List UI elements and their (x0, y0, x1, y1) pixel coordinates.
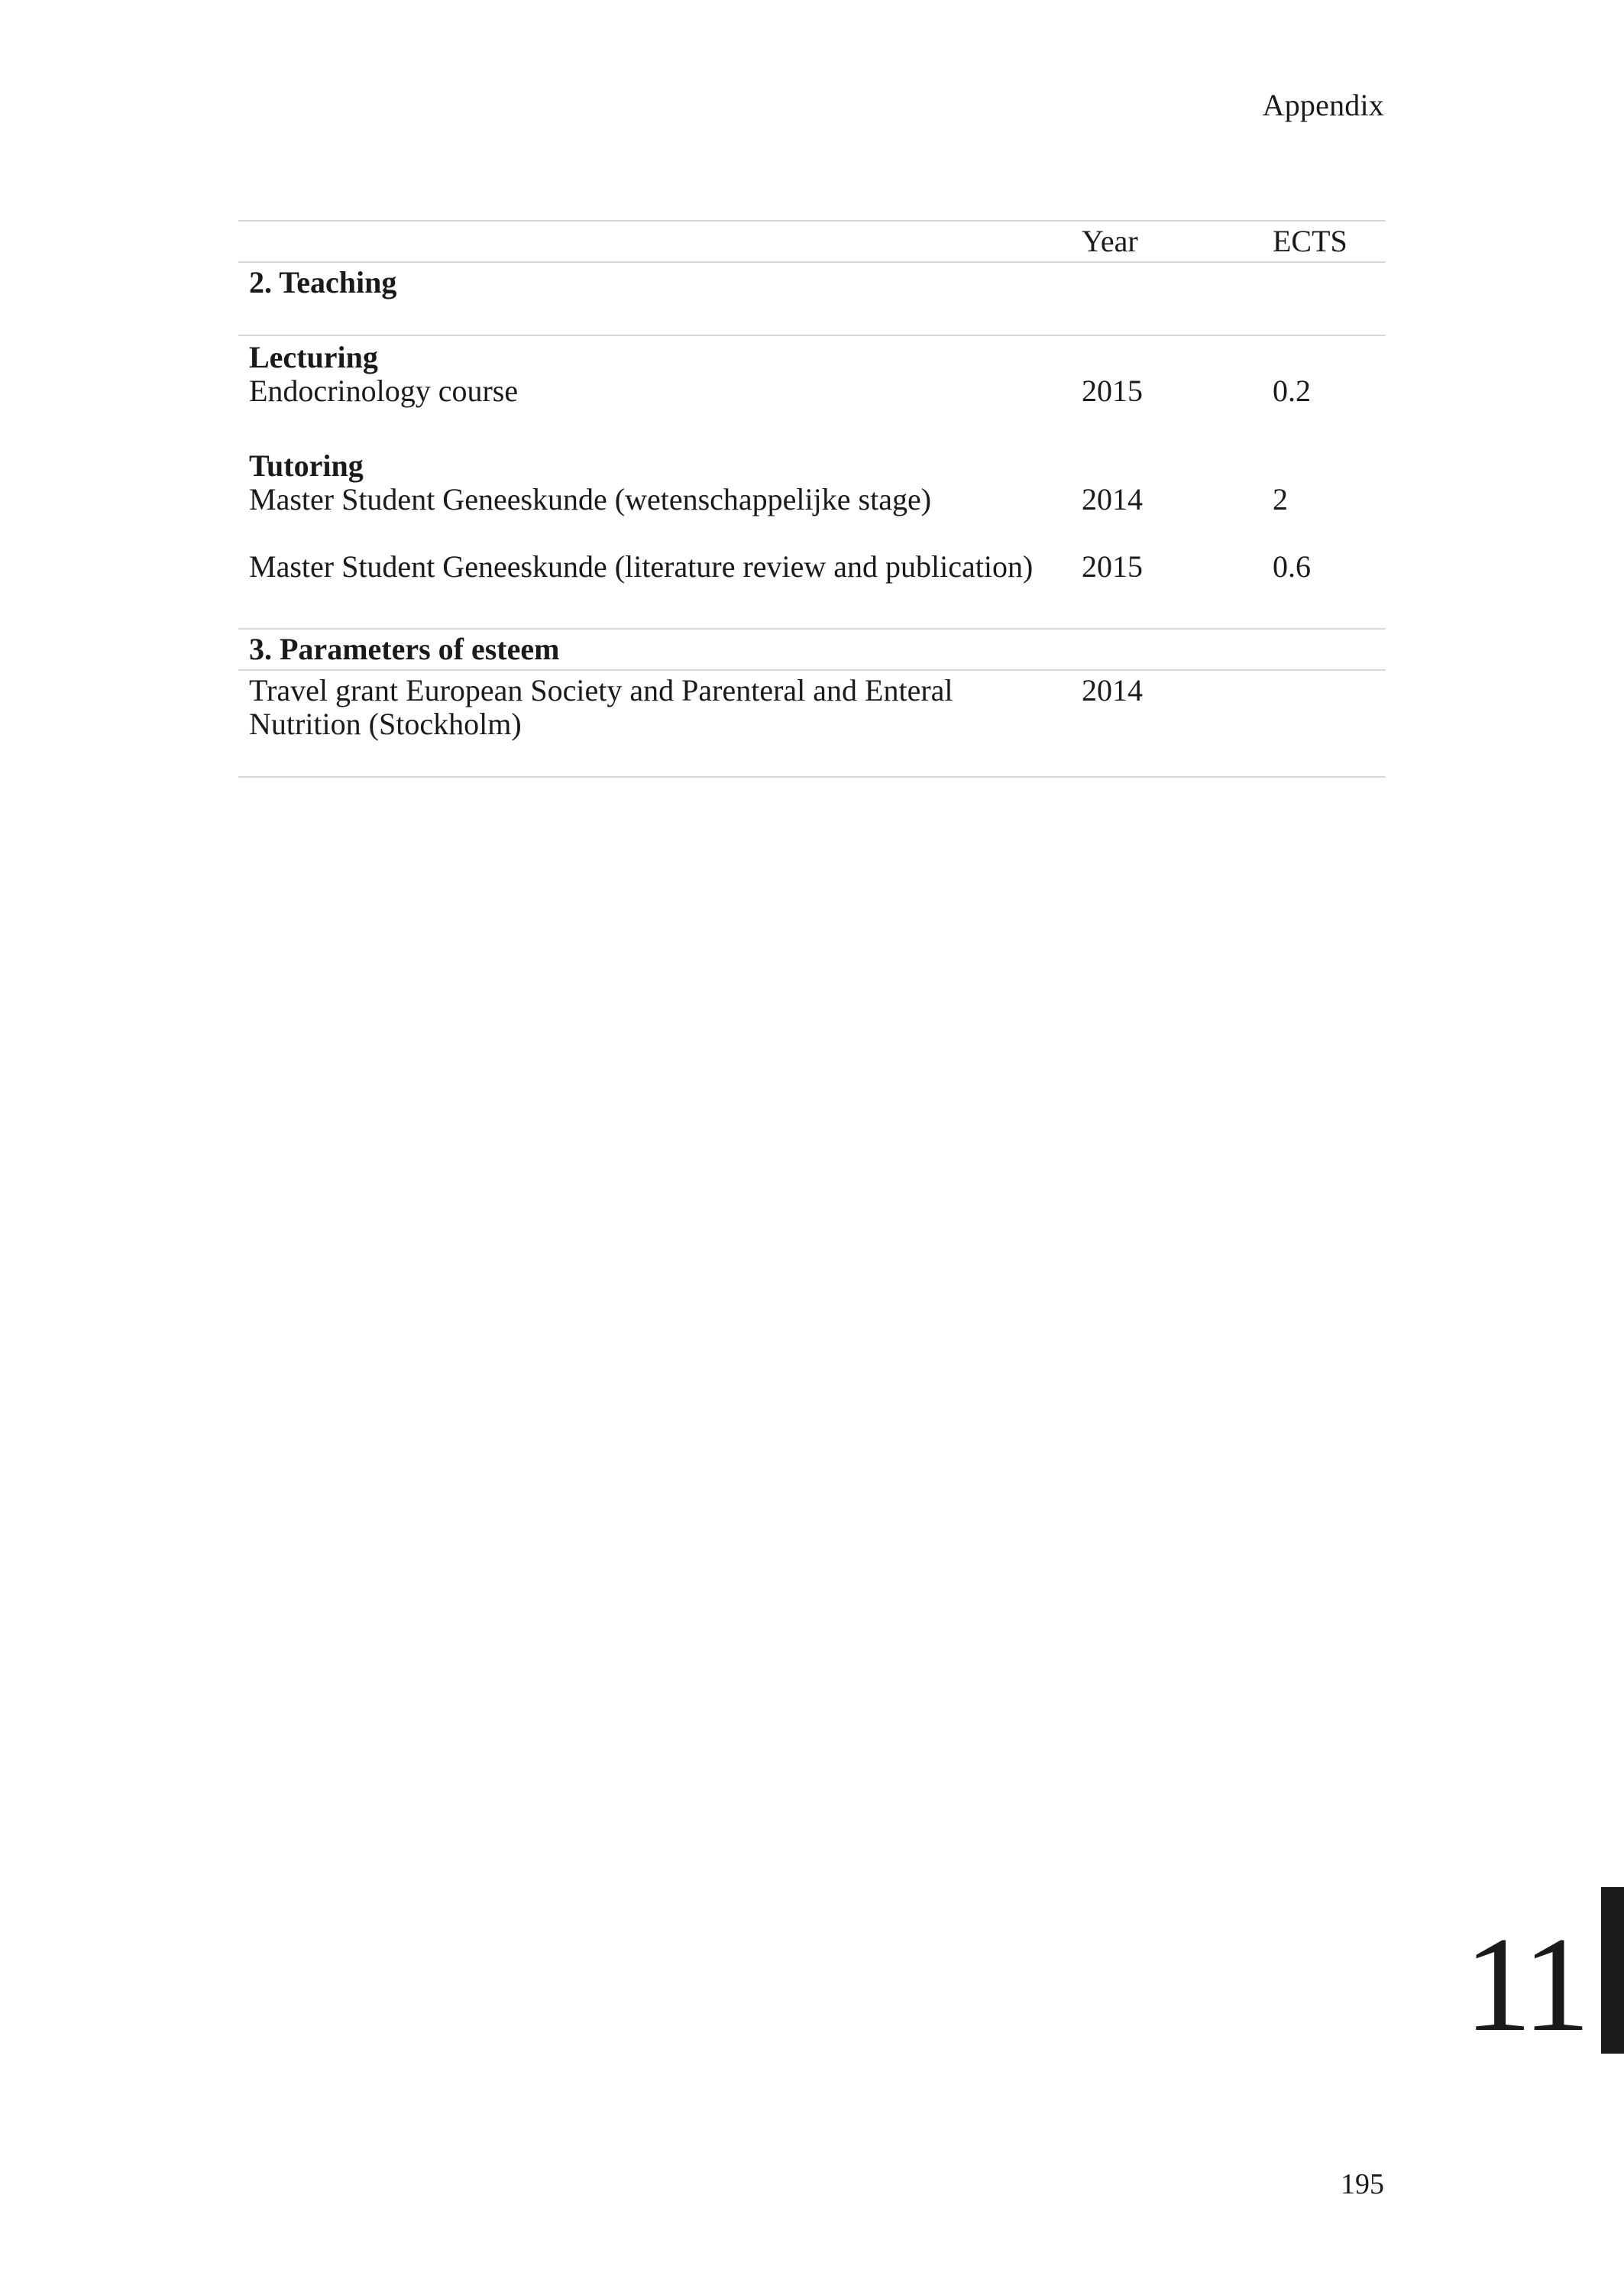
section-rule-esteem (238, 628, 1386, 630)
row-ects: 0.6 (1273, 549, 1311, 584)
section-rule-teaching (238, 335, 1386, 336)
table-bottom-rule (238, 776, 1386, 778)
row-year: 2015 (1082, 374, 1143, 408)
row-description: Master Student Geneeskunde (literature review and publication) (249, 549, 1034, 584)
section-title-esteem: 3. Parameters of esteem (249, 632, 560, 666)
row-ects: 2 (1273, 482, 1288, 516)
chapter-tab (1601, 1887, 1624, 2054)
header-rule (238, 261, 1386, 263)
row-year: 2015 (1082, 549, 1143, 584)
row-year: 2014 (1082, 673, 1143, 707)
page-number: 195 (1341, 2168, 1384, 2200)
running-head: Appendix (1262, 88, 1384, 122)
subtitle-lecturing: Lecturing (249, 340, 378, 374)
section-title-teaching: 2. Teaching (249, 265, 397, 299)
chapter-number: 11 (1464, 1908, 1586, 2060)
column-header-ects: ECTS (1273, 224, 1347, 258)
subtitle-tutoring: Tutoring (249, 448, 364, 483)
table-top-rule (238, 220, 1386, 222)
subsection-rule-esteem (238, 669, 1386, 671)
row-description: Endocrinology course (249, 374, 519, 408)
column-header-year: Year (1082, 224, 1138, 258)
row-description: Master Student Geneeskunde (wetenschappelijke stage) (249, 482, 932, 516)
row-year: 2014 (1082, 482, 1143, 516)
row-ects: 0.2 (1273, 374, 1311, 408)
row-description: Travel grant European Society and Parenteral and Enteral Nutrition (Stockholm) (249, 673, 953, 741)
